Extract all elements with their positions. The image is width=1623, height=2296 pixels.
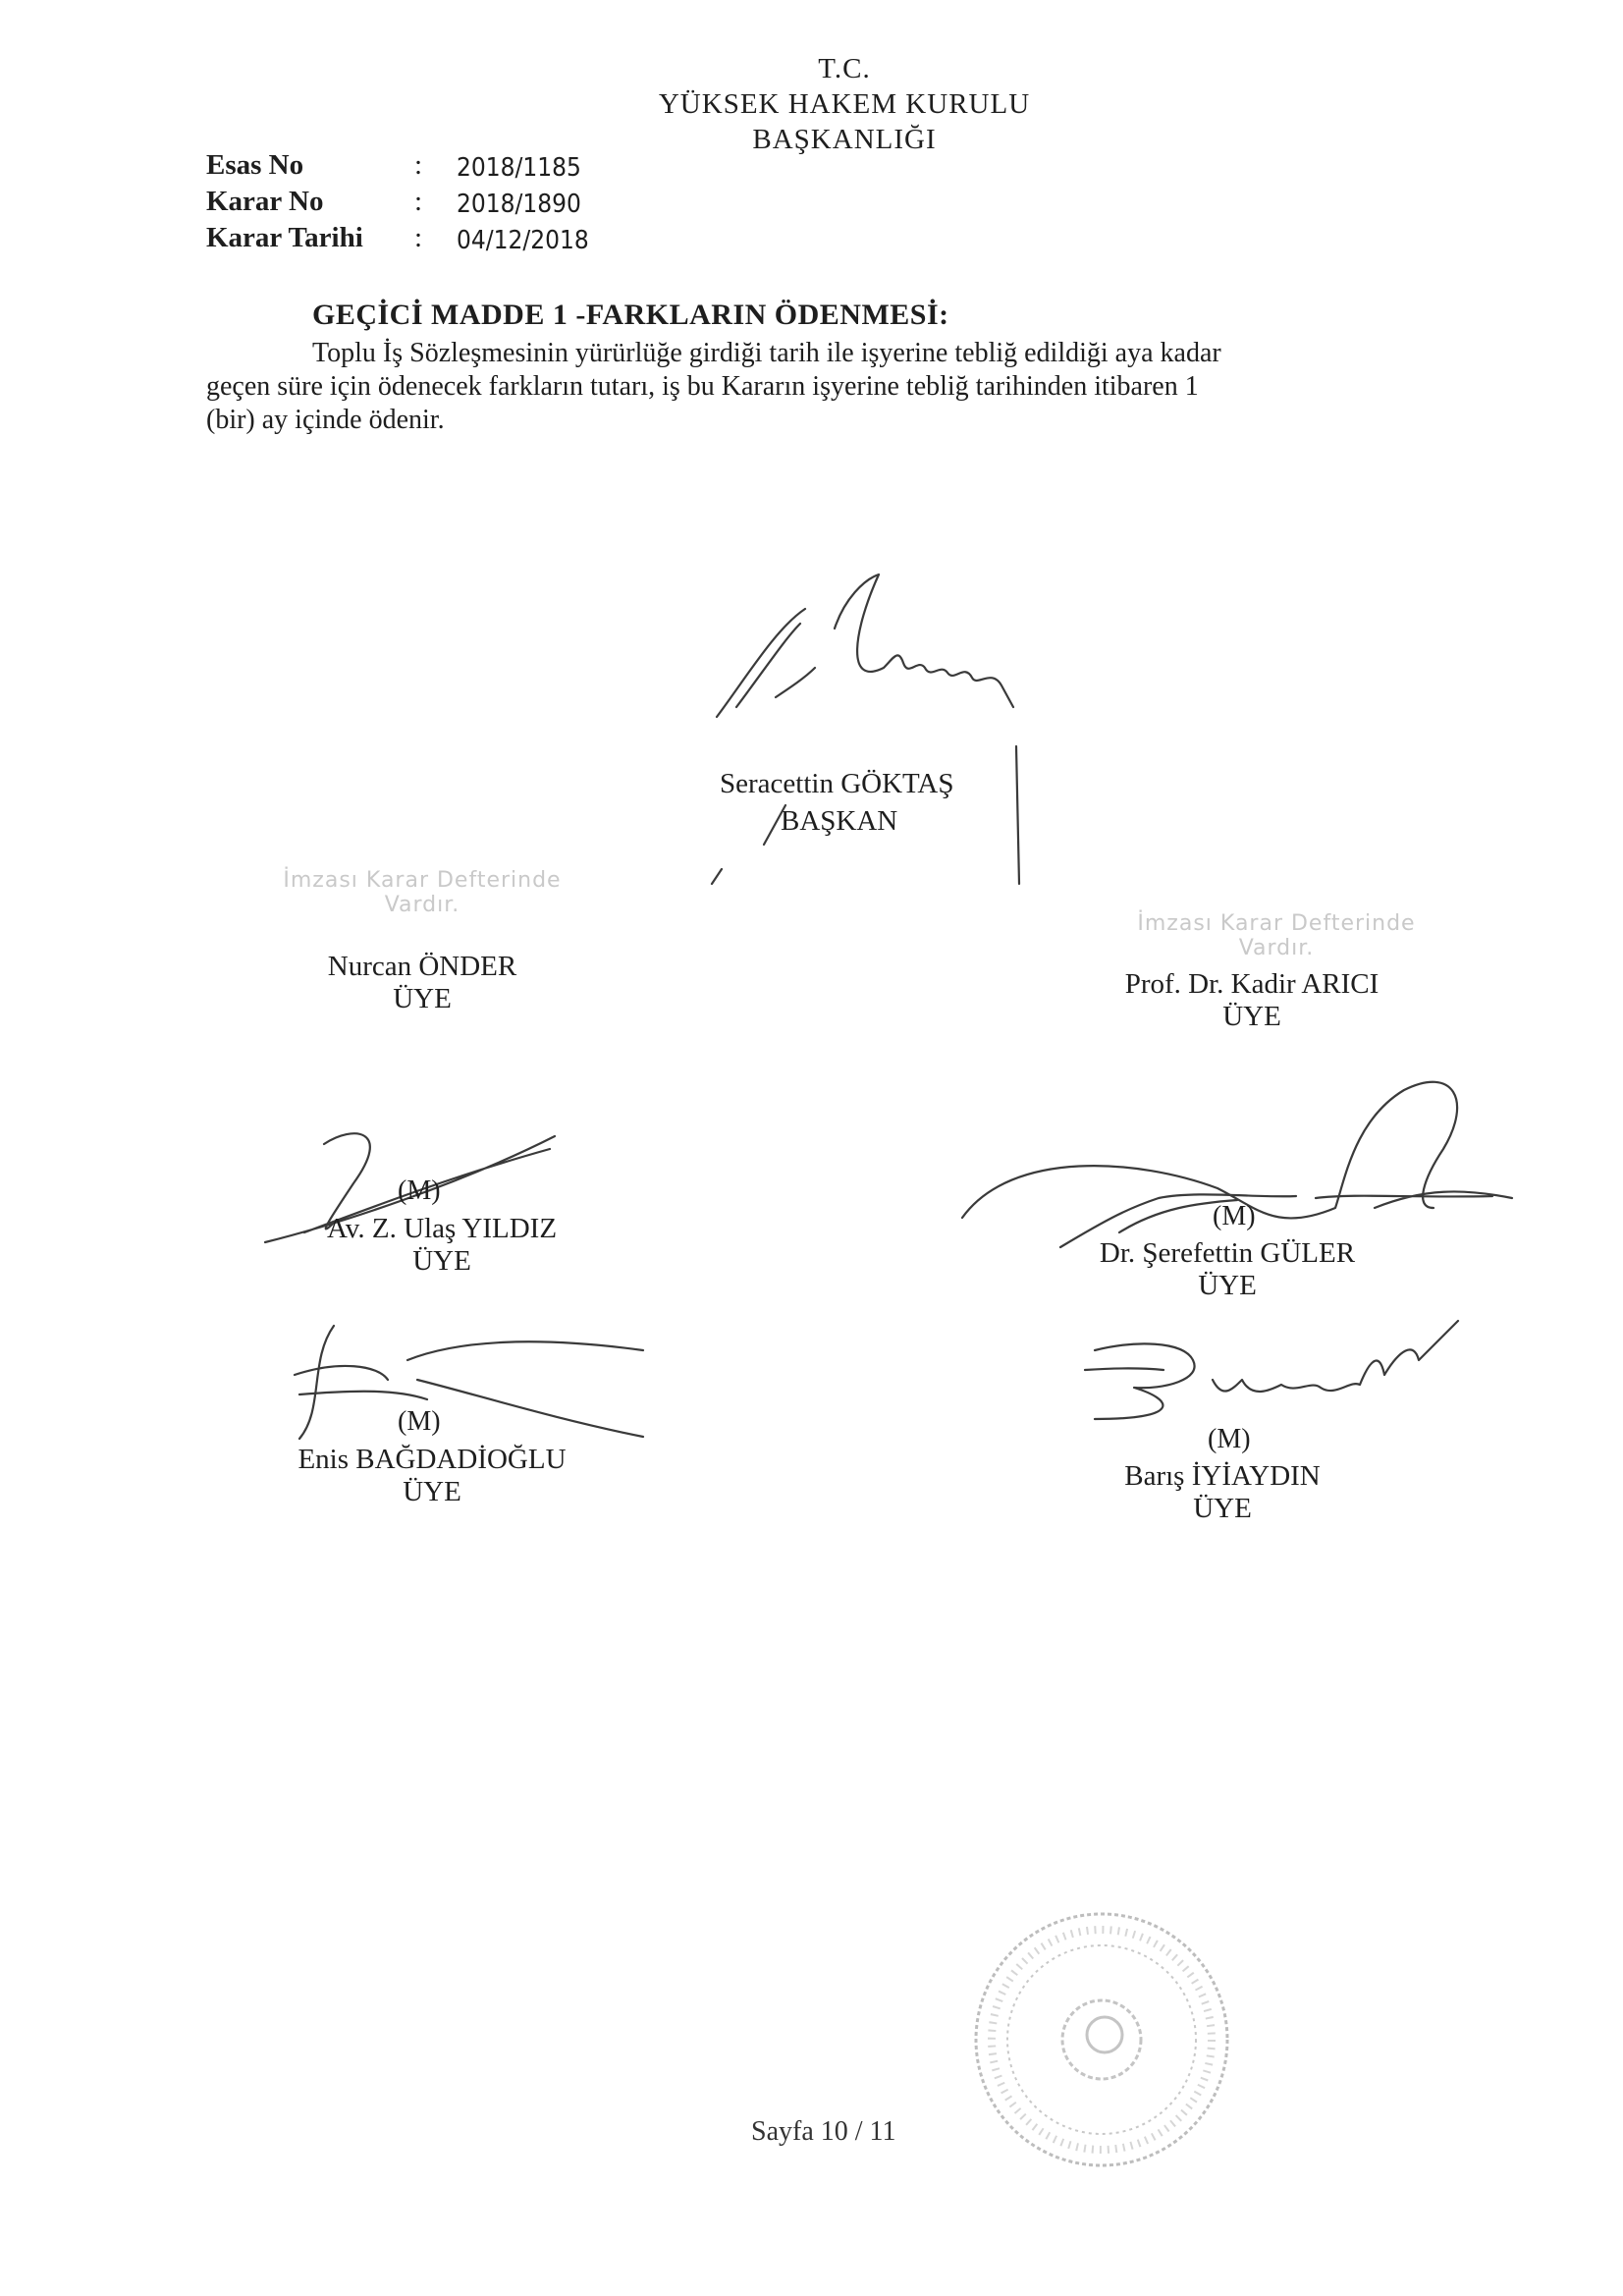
header-office: BAŞKANLIĞI bbox=[752, 124, 937, 155]
paragraph-line: Toplu İş Sözleşmesinin yürürlüğe girdiği tarih ile işyerine tebliğ edildiği aya kadar bbox=[312, 338, 1221, 368]
president-role: BAŞKAN bbox=[781, 805, 898, 837]
document-header bbox=[491, 51, 1198, 157]
member4-mark: (M) bbox=[1213, 1201, 1256, 1231]
page-number: Sayfa 10 / 11 bbox=[751, 2116, 896, 2147]
meta-colon: : bbox=[414, 186, 423, 217]
member3-block bbox=[280, 1213, 604, 1278]
member6-mark: (M) bbox=[1208, 1424, 1251, 1454]
member4-signature bbox=[962, 1061, 1551, 1257]
member5-name: Enis BAĞDADİOĞLU bbox=[298, 1444, 567, 1475]
meta-row-tarih bbox=[206, 222, 658, 258]
meta-value-karar: 2018/1890 bbox=[457, 190, 581, 219]
meta-row-karar bbox=[206, 186, 658, 222]
member2-name: Prof. Dr. Kadir ARICI bbox=[1124, 968, 1380, 1000]
member2-block bbox=[1075, 968, 1429, 1033]
section-title: GEÇİCİ MADDE 1 -FARKLARIN ÖDENMESİ: bbox=[312, 299, 949, 331]
member1-name: Nurcan ÖNDER bbox=[327, 951, 517, 982]
meta-colon: : bbox=[414, 149, 423, 181]
stamp-line: İmzası Karar Defterinde bbox=[283, 868, 562, 893]
member4-role: ÜYE bbox=[1198, 1270, 1257, 1301]
meta-label-karar: Karar No bbox=[206, 186, 324, 217]
header-country: T.C. bbox=[818, 53, 871, 84]
member3-mark: (M) bbox=[398, 1175, 441, 1206]
official-seal bbox=[967, 1905, 1237, 2175]
meta-label-tarih: Karar Tarihi bbox=[206, 222, 363, 253]
header-institution: YÜKSEK HAKEM KURULU bbox=[658, 88, 1031, 120]
member6-signature bbox=[1075, 1311, 1468, 1429]
member3-role: ÜYE bbox=[412, 1245, 471, 1277]
meta-value-tarih: 04/12/2018 bbox=[457, 226, 589, 255]
stamp-line: Vardır. bbox=[1238, 936, 1315, 960]
member5-signature bbox=[280, 1321, 653, 1458]
member1-role: ÜYE bbox=[393, 983, 452, 1014]
member2-stamp bbox=[1100, 911, 1453, 960]
member5-block bbox=[255, 1444, 609, 1508]
stamp-line: İmzası Karar Defterinde bbox=[1137, 911, 1416, 936]
meta-colon: : bbox=[414, 222, 423, 253]
president-name: Seracettin GÖKTAŞ bbox=[720, 768, 954, 799]
paragraph-line: (bir) ay içinde ödenir. bbox=[206, 405, 445, 435]
meta-label-esas: Esas No bbox=[206, 149, 304, 181]
member6-role: ÜYE bbox=[1193, 1493, 1252, 1524]
member1-block bbox=[260, 951, 584, 1015]
member1-stamp bbox=[255, 868, 589, 917]
member4-block bbox=[1051, 1237, 1404, 1302]
president-initial-mark bbox=[756, 800, 815, 849]
meta-value-esas: 2018/1185 bbox=[457, 153, 581, 183]
member6-block bbox=[1060, 1460, 1384, 1525]
member5-mark: (M) bbox=[398, 1406, 441, 1437]
member4-name: Dr. Şerefettin GÜLER bbox=[1099, 1237, 1356, 1269]
case-meta bbox=[206, 149, 658, 258]
member5-role: ÜYE bbox=[403, 1476, 461, 1507]
member6-name: Barış İYİAYDIN bbox=[1124, 1460, 1321, 1492]
meta-row-esas bbox=[206, 149, 658, 186]
section-paragraph bbox=[206, 337, 1463, 437]
stamp-line: Vardır. bbox=[384, 893, 460, 917]
paragraph-line: geçen süre için ödenecek farkların tutarı, iş bu Kararın işyerine tebliğ tarihinden itibaren 1 bbox=[206, 371, 1199, 402]
member3-name: Av. Z. Ulaş YILDIZ bbox=[326, 1213, 558, 1244]
member2-role: ÜYE bbox=[1222, 1001, 1281, 1032]
